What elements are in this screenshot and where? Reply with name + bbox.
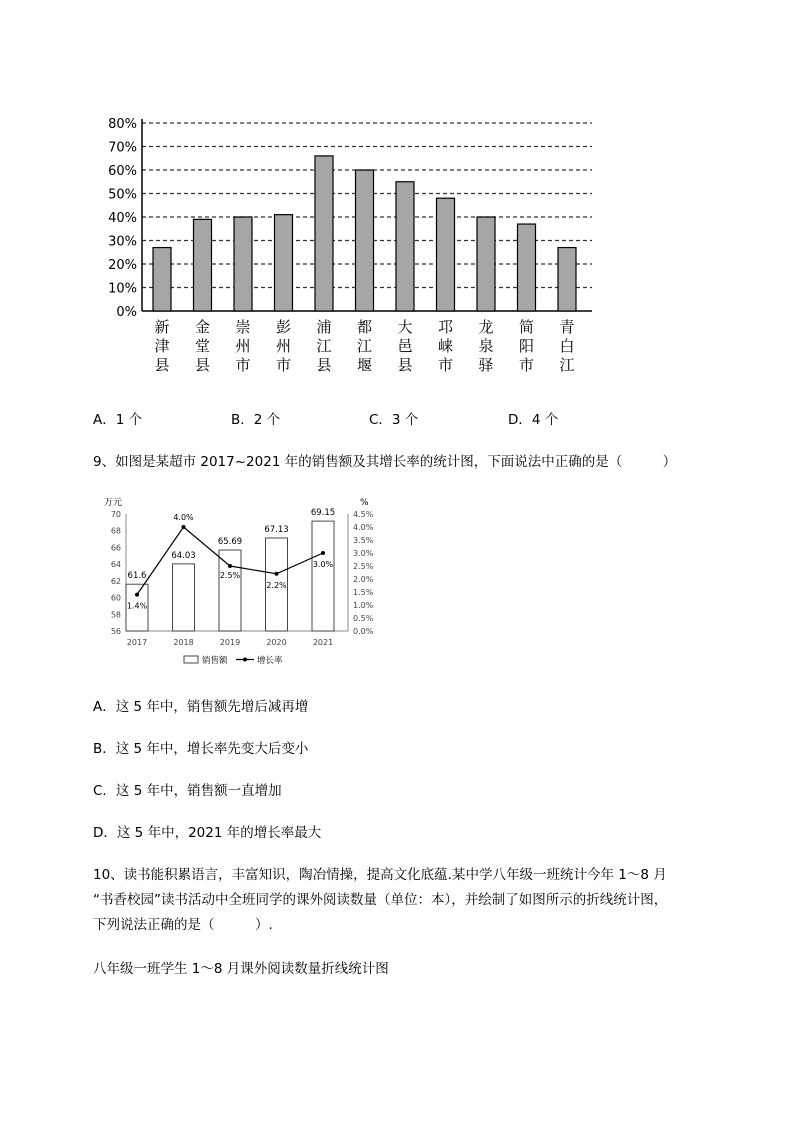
x-year-label: 2020 bbox=[266, 638, 287, 647]
q8-option-a: A．1 个 bbox=[93, 412, 143, 428]
right-tick-label: 3.5% bbox=[353, 536, 374, 545]
sales-value-label: 69.15 bbox=[310, 508, 336, 519]
right-tick-label: 1.5% bbox=[353, 588, 374, 597]
bar bbox=[477, 217, 495, 311]
q10-stem-line1: 10、读书能积累语言，丰富知识，陶冶情操，提高文化底蕴.某中学八年级一班统计今年 1～8 月 bbox=[93, 867, 667, 883]
x-year-label: 2021 bbox=[312, 638, 334, 647]
y-tick-label: 50% bbox=[108, 187, 137, 203]
bar bbox=[437, 198, 455, 311]
x-category-label: 新津县 bbox=[154, 318, 170, 374]
y-tick-label: 70% bbox=[108, 140, 137, 156]
x-category-label: 邛崃市 bbox=[437, 318, 454, 374]
q10-stem-line3: 下列说法正确的是（ ）. bbox=[93, 917, 273, 933]
right-tick-label: 4.0% bbox=[353, 523, 374, 532]
x-category-label: 龙泉驿 bbox=[478, 318, 494, 374]
q9-option-d: D．这 5 年中，2021 年的增长率最大 bbox=[93, 825, 322, 841]
district-percentage-bar-chart bbox=[100, 112, 600, 377]
right-tick-label: 0.0% bbox=[353, 627, 374, 636]
x-category-label: 青白江 bbox=[559, 318, 575, 374]
left-tick-label: 56 bbox=[110, 627, 121, 636]
left-tick-label: 62 bbox=[110, 576, 121, 586]
x-category-label: 大邑县 bbox=[397, 318, 413, 374]
q9-option-b: B．这 5 年中，增长率先变大后变小 bbox=[93, 741, 309, 757]
growth-point bbox=[228, 564, 232, 568]
growth-point bbox=[135, 593, 139, 597]
q9-option-c: C．这 5 年中，销售额一直增加 bbox=[93, 783, 282, 799]
bar bbox=[194, 219, 212, 311]
bar bbox=[315, 156, 333, 311]
left-tick-label: 60 bbox=[110, 593, 121, 603]
growth-value-label: 2.2% bbox=[266, 580, 287, 590]
right-tick-label: 2.0% bbox=[353, 575, 374, 584]
legend-sales-label: 销售额 bbox=[202, 656, 228, 666]
sales-bar bbox=[312, 521, 334, 631]
sales-growth-combo-chart bbox=[90, 492, 390, 672]
x-category-label: 金堂县 bbox=[194, 318, 211, 374]
q8-option-d: D．4 个 bbox=[508, 412, 559, 428]
growth-point bbox=[275, 572, 279, 576]
x-category-label: 彭州市 bbox=[275, 318, 292, 374]
right-tick-label: 0.5% bbox=[353, 614, 374, 623]
right-tick-label: 2.5% bbox=[353, 562, 374, 571]
q8-option-b: B．2 个 bbox=[231, 412, 281, 428]
sales-bar bbox=[219, 550, 241, 631]
sales-value-label: 64.03 bbox=[171, 550, 196, 561]
y-tick-label: 0% bbox=[116, 305, 137, 320]
right-axis-unit: % bbox=[360, 498, 369, 508]
left-tick-label: 66 bbox=[110, 543, 121, 553]
bar bbox=[396, 182, 414, 311]
legend-line-marker bbox=[243, 658, 247, 662]
bar bbox=[518, 224, 536, 311]
growth-value-label: 1.4% bbox=[126, 601, 148, 611]
x-year-label: 2019 bbox=[219, 638, 241, 647]
x-category-label: 简阳市 bbox=[518, 318, 535, 374]
q9-option-a: A．这 5 年中，销售额先增后减再增 bbox=[93, 699, 309, 715]
legend-bar-swatch bbox=[184, 656, 198, 663]
y-tick-label: 80% bbox=[108, 117, 137, 132]
sales-value-label: 67.13 bbox=[264, 524, 289, 535]
bar bbox=[356, 170, 374, 311]
right-tick-label: 1.0% bbox=[353, 601, 374, 610]
q8-option-c: C．3 个 bbox=[369, 412, 419, 428]
q10-stem-line2: “书香校园”读书活动中全班同学的课外阅读数量（单位：本），并绘制了如图所示的折线统计图， bbox=[93, 892, 668, 908]
growth-point bbox=[321, 551, 325, 555]
x-category-label: 崇州市 bbox=[235, 318, 251, 374]
q10-chart-title: 八年级一班学生 1～8 月课外阅读数量折线统计图 bbox=[93, 961, 389, 977]
sales-value-label: 65.69 bbox=[217, 537, 243, 548]
bar bbox=[153, 248, 171, 311]
left-tick-label: 68 bbox=[110, 526, 121, 536]
sales-value-label: 61.6 bbox=[127, 571, 147, 582]
y-tick-label: 10% bbox=[108, 281, 137, 297]
x-year-label: 2018 bbox=[173, 638, 194, 647]
bar bbox=[234, 217, 252, 311]
legend-growth-label: 增长率 bbox=[257, 656, 283, 666]
x-year-label: 2017 bbox=[126, 638, 148, 647]
bar bbox=[275, 215, 293, 311]
left-tick-label: 64 bbox=[110, 560, 121, 570]
y-tick-label: 40% bbox=[108, 211, 137, 226]
y-tick-label: 60% bbox=[108, 164, 137, 179]
x-category-label: 浦江县 bbox=[316, 318, 332, 374]
growth-value-label: 3.0% bbox=[312, 560, 334, 569]
bar bbox=[558, 248, 576, 311]
left-tick-label: 70 bbox=[110, 510, 121, 519]
x-category-label: 都江堰 bbox=[356, 318, 373, 374]
growth-value-label: 4.0% bbox=[173, 513, 194, 522]
q9-stem: 9、如图是某超市 2017~2021 年的销售额及其增长率的统计图，下面说法中正确的是（ ） bbox=[93, 454, 677, 470]
y-tick-label: 30% bbox=[108, 234, 137, 250]
growth-point bbox=[182, 525, 186, 529]
y-tick-label: 20% bbox=[108, 258, 137, 273]
right-tick-label: 3.0% bbox=[353, 549, 374, 558]
left-tick-label: 58 bbox=[110, 610, 121, 620]
growth-value-label: 2.5% bbox=[219, 571, 241, 580]
right-tick-label: 4.5% bbox=[353, 510, 374, 519]
sales-bar bbox=[173, 564, 195, 631]
left-axis-unit: 万元 bbox=[104, 498, 123, 508]
